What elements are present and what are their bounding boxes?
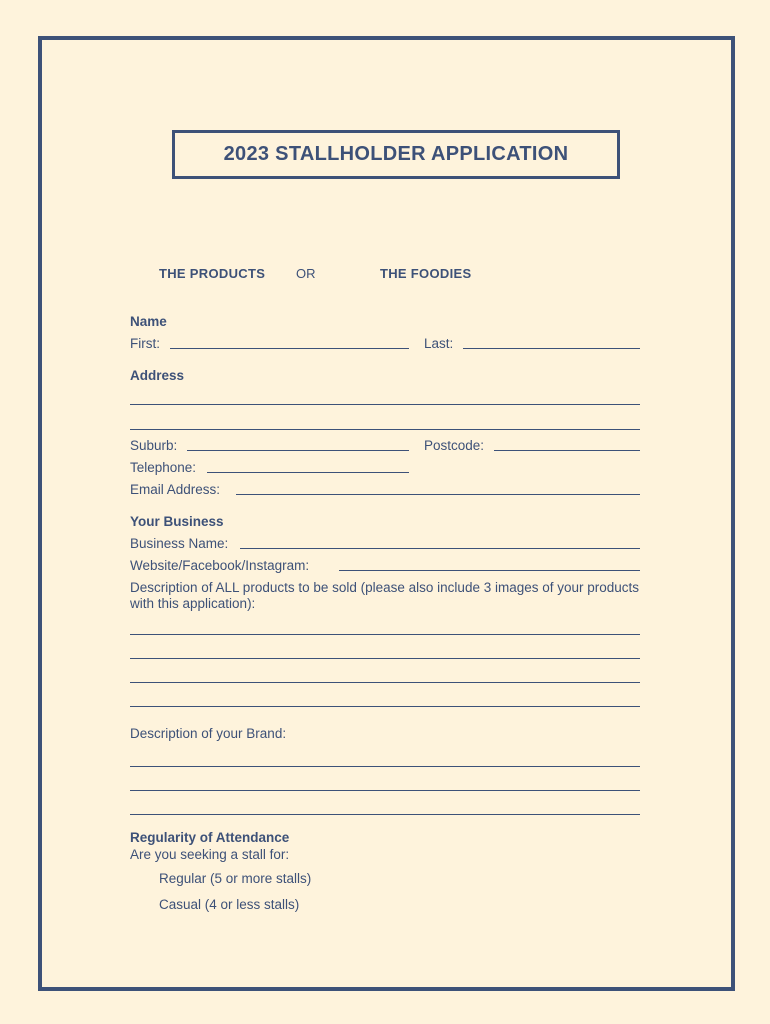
brand-description-line-3[interactable]	[130, 814, 640, 815]
email-label: Email Address:	[130, 482, 221, 497]
casual-stall-option[interactable]: Casual (4 or less stalls)	[159, 897, 300, 912]
last-name-field[interactable]	[463, 348, 640, 349]
address-line-2-field[interactable]	[130, 429, 640, 430]
brand-description-line-1[interactable]	[130, 766, 640, 767]
website-label: Website/Facebook/Instagram:	[130, 558, 310, 573]
products-description-line-1[interactable]	[130, 634, 640, 635]
brand-description-label: Description of your Brand:	[130, 726, 287, 741]
address-line-1-field[interactable]	[130, 404, 640, 405]
business-heading: Your Business	[130, 514, 224, 529]
telephone-label: Telephone:	[130, 460, 197, 475]
option-the-foodies[interactable]: THE FOODIES	[380, 266, 472, 281]
products-description-line-2[interactable]	[130, 658, 640, 659]
form-title: 2023 STALLHOLDER APPLICATION	[172, 130, 620, 179]
first-name-field[interactable]	[170, 348, 409, 349]
brand-description-line-2[interactable]	[130, 790, 640, 791]
option-the-products[interactable]: THE PRODUCTS	[159, 266, 266, 281]
products-description-label: Description of ALL products to be sold (please also include 3 images of your products with this application):	[130, 580, 640, 611]
option-separator-or: OR	[296, 266, 316, 281]
attendance-question: Are you seeking a stall for:	[130, 847, 290, 862]
postcode-field[interactable]	[494, 450, 640, 451]
products-description-line-3[interactable]	[130, 682, 640, 683]
suburb-field[interactable]	[187, 450, 409, 451]
first-name-label: First:	[130, 336, 160, 351]
postcode-label: Postcode:	[424, 438, 485, 453]
attendance-heading: Regularity of Attendance	[130, 830, 290, 845]
website-field[interactable]	[339, 570, 640, 571]
last-name-label: Last:	[424, 336, 454, 351]
address-heading: Address	[130, 368, 185, 383]
business-name-field[interactable]	[240, 548, 640, 549]
regular-stall-option[interactable]: Regular (5 or more stalls)	[159, 871, 312, 886]
products-description-line-4[interactable]	[130, 706, 640, 707]
business-name-label: Business Name:	[130, 536, 229, 551]
suburb-label: Suburb:	[130, 438, 178, 453]
email-field[interactable]	[236, 494, 640, 495]
telephone-field[interactable]	[207, 472, 409, 473]
name-heading: Name	[130, 314, 167, 329]
